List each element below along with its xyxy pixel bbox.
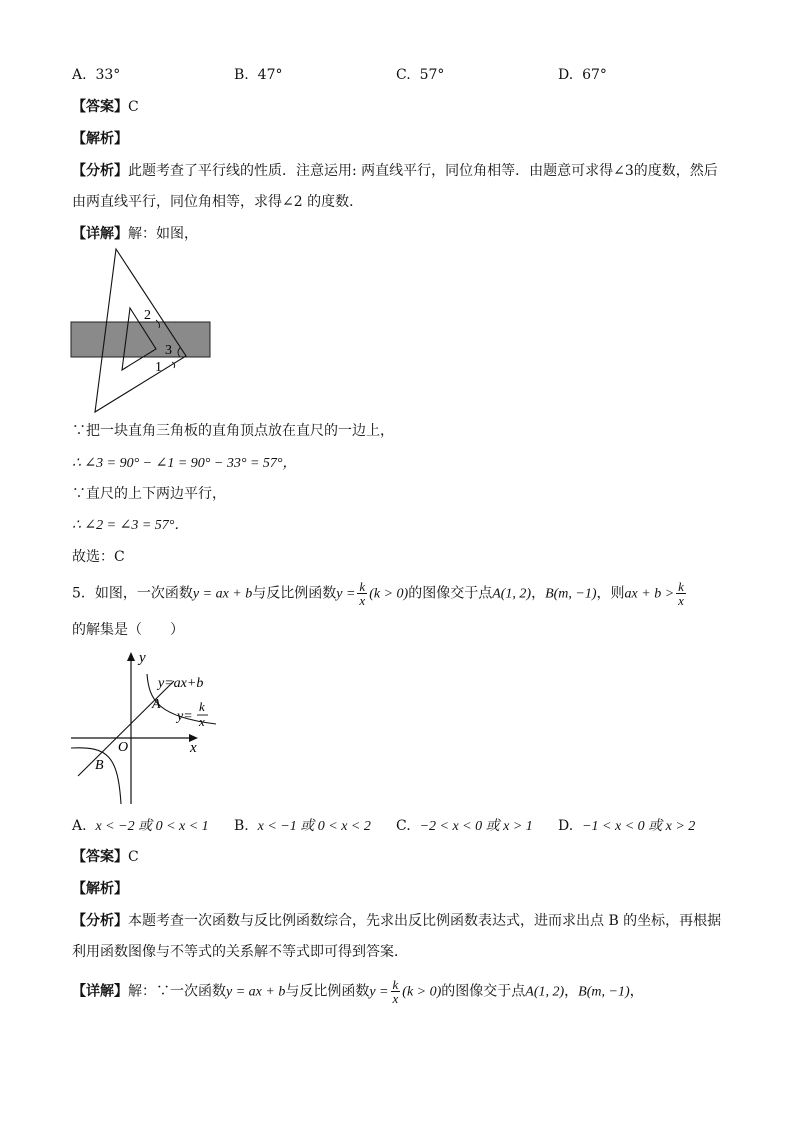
point-a-label: A [152,697,161,712]
q5-option-b: B. x < −1 或 0 < x < 2 [234,818,371,834]
q5-ineq-fraction: $\frac{k}{x}$ [678,579,684,608]
angle-1-label: 1 [155,360,162,375]
q4-step4: ∴ ∠2 = ∠3 = 57°． [72,518,189,533]
curve-label-k: k [199,699,205,714]
q5-option-d: D. −1 < x < 0 或 x > 2 [558,818,696,834]
y-axis-arrow [127,652,135,661]
ruler [71,322,210,357]
q5-stem-line1: 5．如图，一次函数y = ax + b与反比例函数y = $\frac{k}{x}$ (k > 0)的图像交于点A(1, 2)，B(m, −1)，则ax + b > $\frac{k}{x}$ [72,579,684,608]
q4-figure [68,246,218,416]
q4-step1: ∵把一块直角三角板的直角顶点放在直尺的一边上， [72,423,394,439]
q4-step2: ∴ ∠3 = 90° − ∠1 = 90° − 33° = 57°， [72,456,297,471]
q5-xiangjie: 【详解】解：∵一次函数y = ax + b与反比例函数y = $\frac{k}{x}$ (k > 0)的图像交于点A(1, 2)，B(m, −1)， [72,977,644,1006]
q4-option-a: A. 33° [72,67,121,83]
q5-fenxi-line1: 【分析】本题考查一次函数与反比例函数综合，先求出反比例函数表达式，进而求出点 B 的坐标，再根据 [72,913,722,929]
angle-2-label: 2 [144,308,151,323]
q4-conclusion: 故选：C [72,549,125,565]
q4-option-b: B. 47° [234,67,283,83]
q5-fenxi-line2: 利用函数图像与不等式的关系解不等式即可得到答案． [72,944,408,960]
y-axis-label: y [139,650,146,666]
q4-option-c: C. 57° [396,67,445,83]
curve-label-x: x [199,714,205,729]
q4-jiexi: 【解析】 [72,131,128,147]
q5-option-a: A. x < −2 或 0 < x < 1 [72,818,209,834]
q4-fenxi-line1: 【分析】此题考查了平行线的性质．注意运用: 两直线平行，同位角相等．由题意可求得∠3的度数，然后 [72,163,718,179]
point-b-label: B [95,758,104,773]
q5-answer: 【答案】C [72,849,139,865]
x-axis-label: x [190,740,197,756]
q4-step3: ∵直尺的上下两边平行， [72,486,226,502]
q4-xiangjie: 【详解】解：如图， [72,226,198,242]
q5-jiexi: 【解析】 [72,881,128,897]
q4-option-d: D. 67° [558,67,607,83]
q4-fenxi-line2: 由两直线平行，同位角相等，求得∠2 的度数． [72,194,364,210]
q5-option-c: C. −2 < x < 0 或 x > 1 [396,818,533,834]
q5-stem-fraction: $\frac{k}{x}$ [359,579,366,608]
q5-graph [68,648,228,808]
angle-3-label: 3 [165,343,172,358]
q4-answer: 【答案】C [72,99,139,115]
linear-function-line [78,681,174,776]
q5-xiangjie-fraction: $\frac{k}{x}$ [392,977,399,1006]
curve-label-y: y= [177,709,193,724]
line-label: y=ax+b [158,676,204,691]
q5-stem-line2: 的解集是（ ） [72,622,184,638]
origin-label: O [118,740,129,755]
